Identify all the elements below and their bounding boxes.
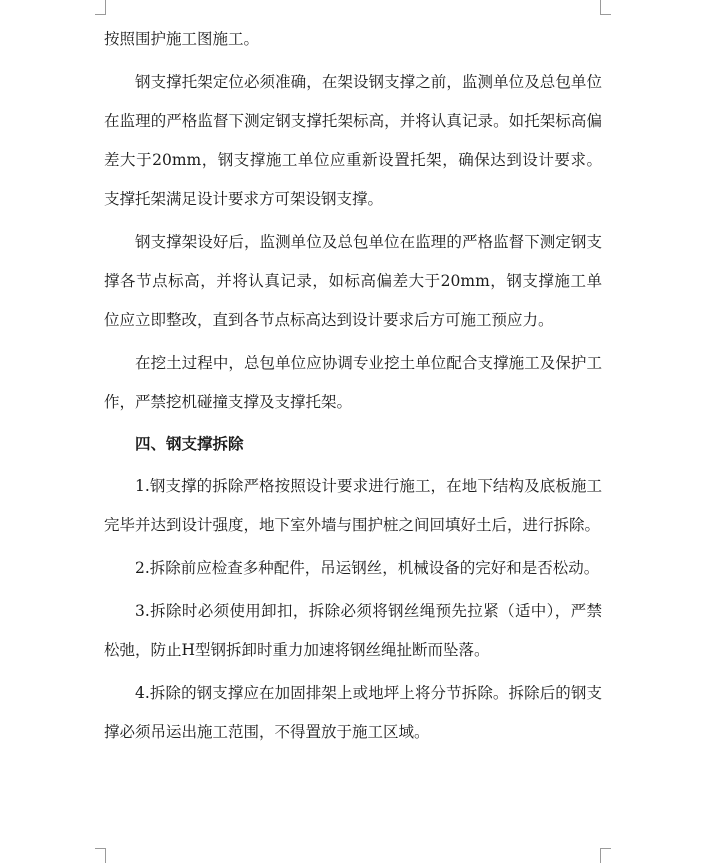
paragraph-node-elevation: 钢支撑架设好后，监测单位及总包单位在监理的严格监督下测定钢支撑各节点标高，并将认真记录，如标高偏差大于20mm，钢支撑施工单位应立即整改，直到各节点标高达到设计要求后方可施工预应力。: [104, 233, 602, 329]
margin-mark-top-right: [600, 0, 611, 15]
paragraph-excavation: 在挖土过程中，总包单位应协调专业挖土单位配合支撑施工及保护工作，严禁挖机碰撞支撑及支撑托架。: [104, 354, 602, 411]
paragraph-bracket-positioning: 钢支撑托架定位必须准确，在架设钢支撑之前，监测单位及总包单位在监理的严格监督下测定钢支撑托架标高，并将认真记录。如托架标高偏差大于20mm，钢支撑施工单位应重新设置托架，确保达到设计要求。支撑托架满足设计要求方可架设钢支撑。: [104, 73, 602, 208]
list-item-3: 3.拆除时必须使用卸扣，拆除必须将钢丝绳预先拉紧（适中），严禁松弛，防止H型钢拆卸时重力加速将钢丝绳扯断而坠落。: [104, 602, 602, 659]
margin-mark-bottom-left: [95, 848, 106, 863]
margin-mark-top-left: [95, 0, 106, 15]
paragraph-continuation: 按照围护施工图施工。: [104, 30, 260, 48]
document-body[interactable]: [104, 20, 602, 752]
margin-mark-bottom-right: [600, 848, 611, 863]
list-item-1: 1.钢支撑的拆除严格按照设计要求进行施工，在地下结构及底板施工完毕并达到设计强度，地下室外墙与围护桩之间回填好土后，进行拆除。: [104, 477, 602, 534]
section-heading: 四、钢支撑拆除: [135, 434, 244, 453]
list-item-4: 4.拆除的钢支撑应在加固排架上或地坪上将分节拆除。拆除后的钢支撑必须吊运出施工范围，不得置放于施工区域。: [104, 684, 602, 741]
list-item-2: 2.拆除前应检查多种配件，吊运钢丝，机械设备的完好和是否松动。: [135, 559, 600, 577]
